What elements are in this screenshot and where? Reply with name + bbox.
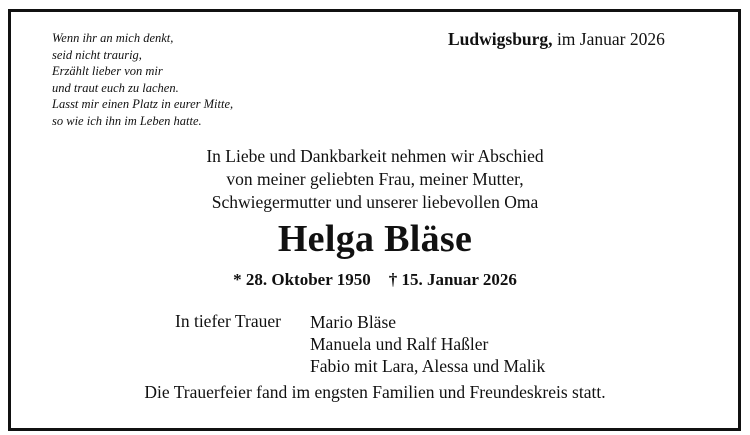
intro-line: Schwiegermutter und unserer liebevollen Oma — [211, 192, 539, 212]
mourning-label: In tiefer Trauer — [175, 311, 281, 331]
poem-line: seid nicht traurig, — [52, 47, 142, 62]
intro-line: In Liebe und Dankbarkeit nehmen wir Abschied — [206, 146, 544, 166]
mourner-name: Mario Bläse — [310, 312, 397, 332]
funeral-note: Die Trauerfeier fand im engsten Familien und Freundeskreis statt. — [144, 382, 606, 402]
poem-line: so wie ich ihn im Leben hatte. — [52, 113, 202, 128]
birth-date: * 28. Oktober 1950 — [233, 270, 371, 289]
mourner-name: Manuela und Ralf Haßler — [310, 334, 489, 354]
death-date: † 15. Januar 2026 — [388, 270, 517, 289]
poem-line: Erzählt lieber von mir — [52, 64, 163, 79]
poem — [52, 30, 233, 130]
intro-text — [0, 145, 750, 214]
place-name: Ludwigsburg, — [448, 29, 553, 49]
life-dates — [0, 270, 750, 290]
deceased-name: Helga Bläse — [277, 218, 473, 260]
poem-line: Lasst mir einen Platz in eurer Mitte, — [52, 97, 234, 112]
intro-line: von meiner geliebten Frau, meiner Mutter, — [226, 169, 524, 189]
notice-date: im Januar 2026 — [552, 29, 665, 49]
mourners-list — [310, 311, 545, 377]
poem-line: Wenn ihr an mich denkt, — [52, 31, 174, 45]
place-and-date — [448, 29, 665, 50]
poem-line: und traut euch zu lachen. — [52, 80, 179, 95]
mourner-name: Fabio mit Lara, Alessa und Malik — [310, 356, 546, 376]
